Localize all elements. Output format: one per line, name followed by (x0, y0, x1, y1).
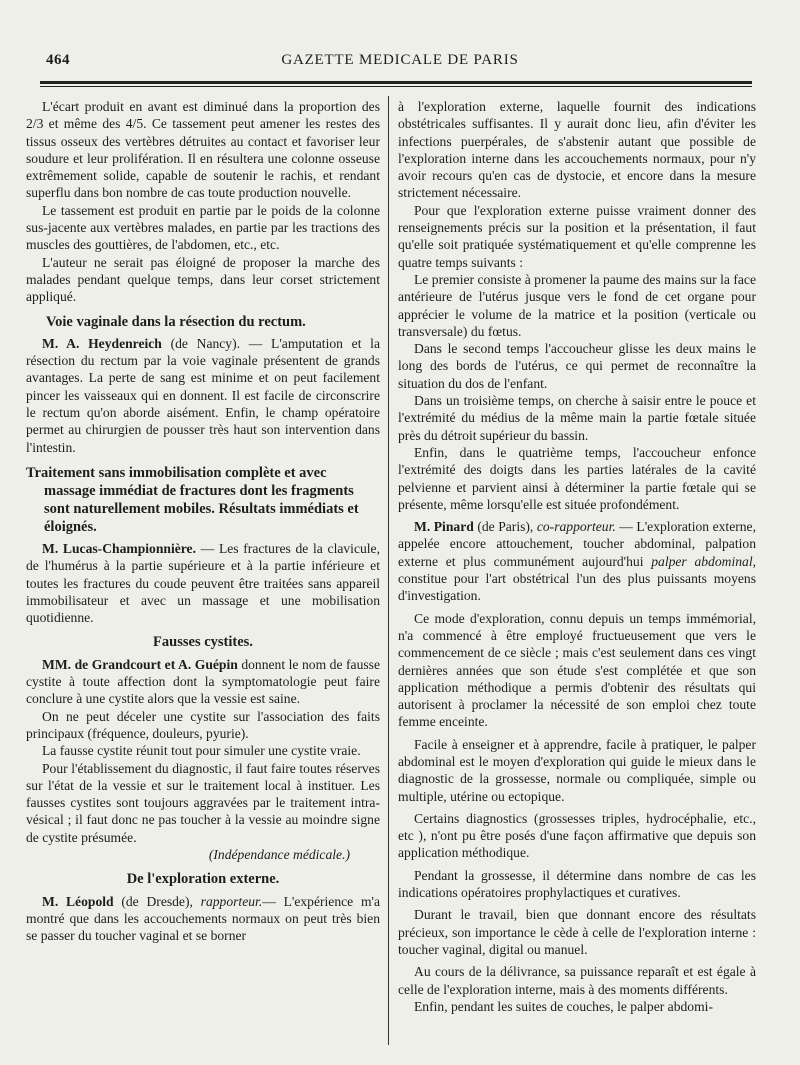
paragraph-leopold (26, 893, 380, 945)
author-role: co-rapporteur. (536, 519, 616, 535)
paragraph: La fausse cystite réunit tout pour simuler une cystite vraie. (42, 743, 361, 759)
paragraph: Dans le second temps l'accoucheur glisse les deux mains le long des bords de l'utérus, ce qui permet de reconnaître la situation du dos de l'enfant. (398, 341, 756, 391)
section-heading-vaginal-rectum: Voie vaginale dans la résection du rectum. (46, 313, 306, 330)
left-column (26, 98, 380, 1057)
paragraph-heydenreich (26, 335, 380, 456)
paragraph: Enfin, pendant les suites de couches, le palper abdomi- (414, 998, 713, 1014)
paragraph-text: — L'expérience m'a montré que dans les accouchements normaux on peut très bien se passer du toucher vaginal et se borner (26, 893, 380, 944)
paragraph: Dans un troisième temps, on cherche à saisir entre le pouce et l'extrémité du médius de la même main la partie fœtale située près du détroit supérieur du bassin. (398, 393, 756, 443)
paragraph-text: donnent le nom de fausse cystite à toute affection dont la symptomatologie peut faire conclure à une cystite alors que la vessie est saine. (26, 656, 380, 707)
paragraph-text: , constitue pour l'art obstétrical l'un des plus puissants moyens d'investigation. (398, 553, 756, 604)
author-name: M. Léopold (42, 893, 114, 909)
paragraph-grandcourt-guepin (26, 656, 380, 708)
author-name: M. A. Heydenreich (42, 335, 162, 351)
paragraph: Le premier consiste à promener la paume des mains sur la face antérieure de l'utérus jusque vers le fond de cet organe pour apprécier le volume de la matrice et la position (verticale ou transversale) du fœtus. (398, 271, 756, 339)
section-heading-exploration-externe: De l'exploration externe. (126, 871, 280, 888)
paragraph: Pendant la grossesse, il détermine dans nombre de cas les indications opératoires prophylactiques et curatives. (398, 867, 756, 901)
page-number: 464 (46, 52, 70, 68)
paragraph: Le tassement est produit en partie par le poids de la colonne sus-jacente aux vertèbres malades, en partie par les tractions des muscles des gouttières, de l'abdomen, etc., etc. (26, 202, 380, 253)
source-signature: (Indépendance médicale.) (208, 846, 350, 862)
paragraph: Enfin, dans le quatrième temps, l'accoucheur enfonce l'extrémité des doigts dans les parties latérales de la cavité pelvienne et parvient ainsi à déterminer la partie fœtale qui se présente, même lorsqu'elle est située profondément. (398, 444, 756, 512)
paragraph: à l'exploration externe, laquelle fournit des indications obstétricales suffisantes. Il y aurait donc lieu, afin d'éviter les infections puerpérales, de s'abstenir autant que possible de l'exploration interne dans les accouchements normaux, pour n'y avoir recours qu'en cas de dystocie, et encore dans la mesure strictement nécessaire. (398, 99, 756, 201)
section-heading-fractures: Traitement sans immobilisation complète et avec massage immédiat de fractures dont les fragments sont naturellement mobiles. Résultats immédiats et éloignés. (26, 464, 359, 535)
page-header (40, 48, 760, 74)
paragraph-lucas-championniere (26, 540, 380, 626)
author-origin: (de Dresde), (113, 893, 201, 909)
paragraph: Pour que l'exploration externe puisse vraiment donner des renseignements précis sur la position et la présentation, il faut qu'elle soit pratiquée systématiquement et qu'elle comprenne les quatre temps suivants : (398, 202, 756, 270)
author-name: M. Lucas-Championnière. (42, 540, 196, 556)
column-separator (388, 96, 389, 1045)
paragraph: Facile à enseigner et à apprendre, facile à pratiquer, le palper abdominal est le moyen d'exploration qui guide le mieux dans le diagnostic de la grossesse, normale ou compliquée, simple ou multiple, utérine ou ectopique. (398, 736, 756, 804)
paragraph: On ne peut déceler une cystite sur l'association des faits principaux (fréquence, douleurs, pyurie). (26, 708, 380, 741)
paragraph: L'auteur ne serait pas éloigné de proposer la marche des malades pendant quelque temps, dans leur corset strictement appliqué. (26, 254, 380, 305)
paragraph: Durant le travail, bien que donnant encore des résultats précieux, son importance le cède à celle de l'exploration interne : toucher vaginal, digital ou manuel. (398, 907, 756, 957)
paragraph-text: (de Nancy). — L'amputation et la résection du rectum par la voie vaginale présentent de grands avantages. La perte de sang est minime et on peut facilement pincer les vaisseaux qui en donnent. Il est facile de circonscrire le rectum qu'on aborde aisément. Enfin, le champ opératoire permet au chirurgien de pousser très haut son intervention dans l'intestin. (26, 335, 380, 455)
paragraph-text: — L'exploration externe, appelée encore attouchement, toucher abdominal, palpation externe et plus communément aujourd'hui (398, 519, 756, 569)
author-origin: (de Paris), (473, 519, 537, 535)
section-heading-fausses-cystites: Fausses cystites. (153, 634, 253, 651)
header-rule (40, 81, 752, 87)
paragraph: Pour l'établissement du diagnostic, il faut faire toutes réserves sur l'état de la vessie et sur le traitement local à instituer. Les fausses cystites sont toujours aggravées par le traitement intra-vésical ; il faut donc ne pas toucher à la vessie au moindre signe de cystite présumée. (26, 760, 380, 845)
paragraph-pinard (398, 518, 756, 604)
author-name: MM. de Grandcourt et A. Guépin (42, 656, 238, 672)
journal-title: GAZETTE MEDICALE DE PARIS (281, 52, 519, 68)
paragraph: Certains diagnostics (grossesses triples, hydrocéphalie, etc., etc ), n'ont pu être posés d'une façon affirmative que depuis son application méthodique. (398, 810, 756, 861)
paragraph-text: — Les fractures de la clavicule, de l'humérus à la partie supérieure et à la partie inférieure et toutes les fractures du coude peuvent être traitées sans appareil immobilisateur et avec un massage et une mobilisation quotidienne. (26, 540, 380, 626)
paragraph: L'écart produit en avant est diminué dans la proportion des 2/3 et même des 4/5. Ce tassement peut amener les restes des tissus osseux des vertèbres détruites au contact et favoriser leur soudure et leur prolifération. Il en résultera une colonne osseuse extrêmement solide, capable de soutenir le rachis, et rendant superflu dans bon nombre de cas toute production nouvelle. (26, 99, 380, 201)
author-role: rapporteur. (200, 893, 263, 909)
right-column (398, 98, 756, 1057)
term-palper-abdominal: palper abdominal (651, 553, 753, 569)
paragraph: Au cours de la délivrance, sa puissance reparaît et est égale à celle de l'exploration interne, mais à des moments différents. (398, 964, 756, 997)
paragraph: Ce mode d'exploration, connu depuis un temps immémorial, n'a commencé à être employé fructueusement que vers le commencement de ce siècle ; mais c'est seulement dans ces vingt dernières années que son étude s'est complétée et que son application méthodique a permis d'obtenir des résultats qui autorisent à proclamer la nécessité de son emploi chez toute femme enceinte. (398, 610, 756, 730)
author-name: M. Pinard (414, 519, 474, 535)
